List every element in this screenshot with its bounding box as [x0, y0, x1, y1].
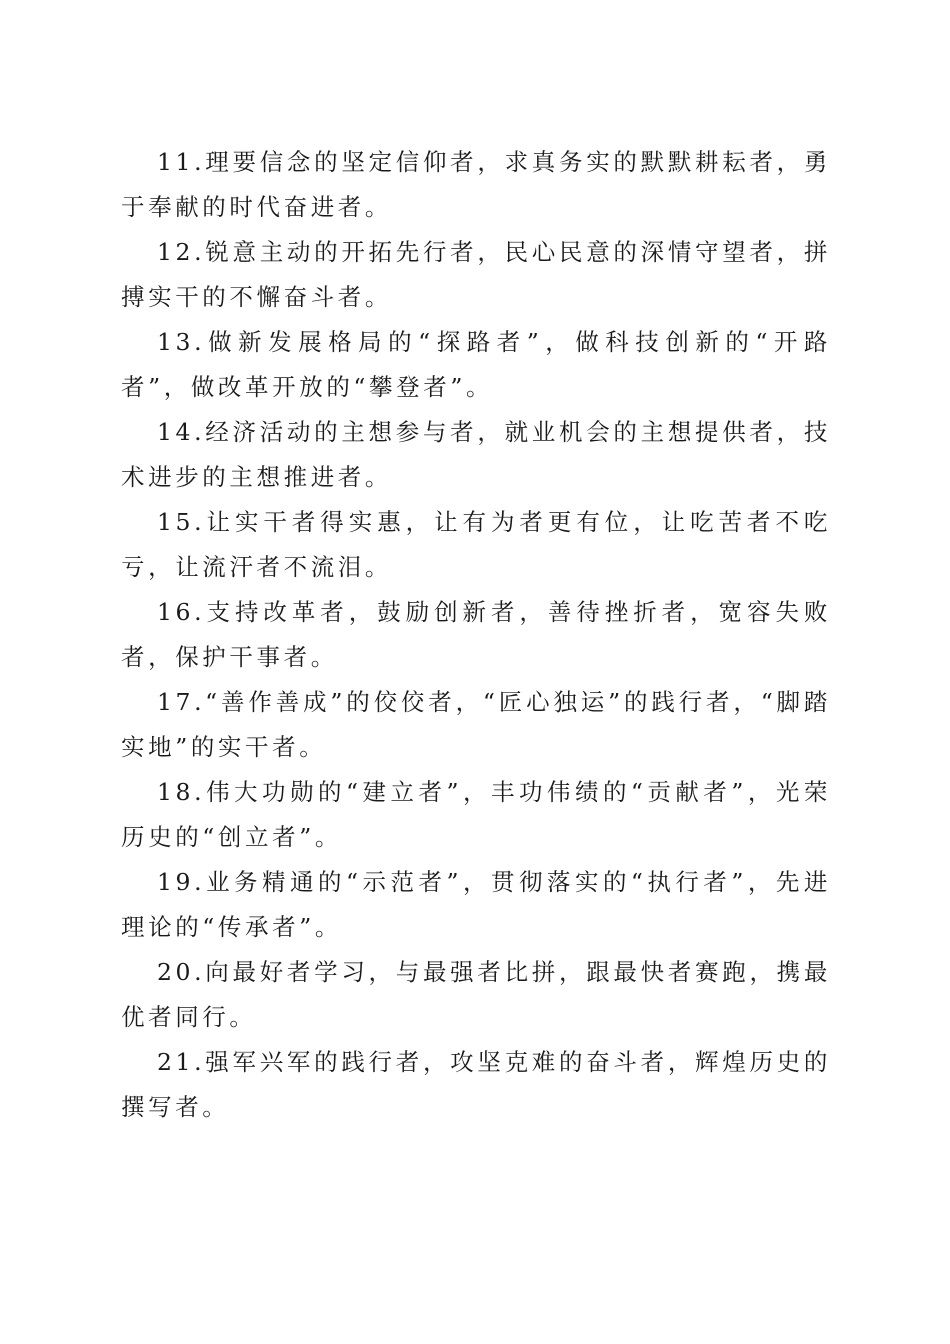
paragraph-12: 12.锐意主动的开拓先行者，民心民意的深情守望者，拼搏实干的不懈奋斗者。	[121, 238, 831, 311]
document-body	[121, 140, 831, 1130]
paragraph-15: 15.让实干者得实惠，让有为者更有位，让吃苦者不吃亏，让流汗者不流泪。	[121, 508, 831, 581]
paragraph-20: 20.向最好者学习，与最强者比拼，跟最快者赛跑，携最优者同行。	[121, 958, 831, 1031]
paragraph-19: 19.业务精通的“示范者”，贯彻落实的“执行者”，先进理论的“传承者”。	[121, 868, 831, 941]
paragraph-16: 16.支持改革者，鼓励创新者，善待挫折者，宽容失败者，保护干事者。	[121, 598, 831, 671]
paragraph-14: 14.经济活动的主想参与者，就业机会的主想提供者，技术进步的主想推进者。	[121, 418, 831, 491]
paragraph-18: 18.伟大功勋的“建立者”，丰功伟绩的“贡献者”，光荣历史的“创立者”。	[121, 778, 831, 851]
paragraph-13: 13.做新发展格局的“探路者”，做科技创新的“开路者”，做改革开放的“攀登者”。	[121, 328, 831, 401]
paragraph-17: 17.“善作善成”的佼佼者，“匠心独运”的践行者，“脚踏实地”的实干者。	[121, 688, 831, 761]
paragraph-21: 21.强军兴军的践行者，攻坚克难的奋斗者，辉煌历史的撰写者。	[121, 1048, 831, 1121]
paragraph-11: 11.理要信念的坚定信仰者，求真务实的默默耕耘者，勇于奉献的时代奋进者。	[121, 148, 831, 221]
